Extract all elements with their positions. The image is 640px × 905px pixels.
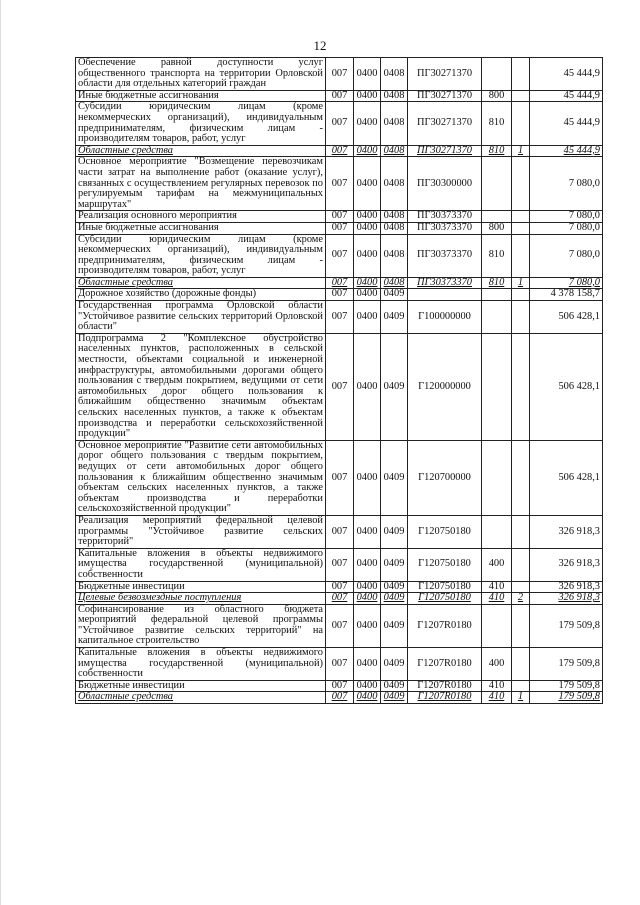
ministry-code-cell: 007 [326,277,354,289]
target-article-cell: Г1207R0180 [408,648,482,681]
row-name-cell: Капитальные вложения в объекты недвижимого имущества государственной (муниципальной) собственности [76,548,326,581]
row-name-cell: Бюджетные инвестиции [76,581,326,593]
table-row [76,211,603,223]
amount-cell: 7 080,0 [530,222,603,234]
ministry-code-cell: 007 [326,157,354,211]
subsection-code-cell: 0409 [381,548,408,581]
ministry-code-cell: 007 [326,211,354,223]
table-row [76,692,603,704]
section-code-cell: 0400 [354,593,381,605]
target-article-cell: ПГ30373370 [408,222,482,234]
subsection-code-cell: 0409 [381,648,408,681]
subsection-code-cell: 0408 [381,157,408,211]
expense-type-cell [482,440,512,515]
table-row [76,289,603,301]
target-article-cell: ПГ30373370 [408,277,482,289]
expense-type-cell: 410 [482,692,512,704]
ministry-code-cell: 007 [326,234,354,277]
expense-type-cell: 810 [482,234,512,277]
funding-source-cell [512,234,530,277]
funding-source-cell: 2 [512,593,530,605]
funding-source-cell [512,680,530,692]
table-row [76,234,603,277]
target-article-cell: Г100000000 [408,301,482,334]
row-name-cell: Основное мероприятие "Развитие сети автомобильных дорог общего пользования с твердым покрытием, ведущих от сети автомобильных дорог общего пользования к ближайшим общественно значимым объектам сельских населенных пунктов, а также объектам производства и переработки сельскохозяйственной продукции" [76,440,326,515]
subsection-code-cell: 0409 [381,593,408,605]
funding-source-cell [512,548,530,581]
funding-source-cell [512,58,530,91]
subsection-code-cell: 0409 [381,289,408,301]
ministry-code-cell: 007 [326,90,354,102]
row-name-cell: Иные бюджетные ассигнования [76,90,326,102]
funding-source-cell [512,333,530,440]
section-code-cell: 0400 [354,145,381,157]
amount-cell: 326 918,3 [530,548,603,581]
section-code-cell: 0400 [354,548,381,581]
target-article-cell: ПГ30300000 [408,157,482,211]
table-row [76,145,603,157]
section-code-cell: 0400 [354,58,381,91]
amount-cell: 45 444,9 [530,58,603,91]
funding-source-cell [512,515,530,548]
target-article-cell: Г1207R0180 [408,680,482,692]
row-name-cell: Реализация основного мероприятия [76,211,326,223]
section-code-cell: 0400 [354,211,381,223]
section-code-cell: 0400 [354,692,381,704]
row-name-cell: Целевые безвозмездные поступления [76,593,326,605]
amount-cell: 179 509,8 [530,648,603,681]
ministry-code-cell: 007 [326,604,354,647]
target-article-cell: ПГ30271370 [408,102,482,145]
target-article-cell: ПГ30271370 [408,58,482,91]
funding-source-cell [512,211,530,223]
amount-cell: 4 378 158,7 [530,289,603,301]
table-row [76,548,603,581]
section-code-cell: 0400 [354,604,381,647]
table-row [76,604,603,647]
amount-cell: 45 444,9 [530,102,603,145]
ministry-code-cell: 007 [326,301,354,334]
amount-cell: 7 080,0 [530,234,603,277]
target-article-cell: Г1207R0180 [408,692,482,704]
budget-table [75,57,603,704]
subsection-code-cell: 0409 [381,692,408,704]
ministry-code-cell: 007 [326,333,354,440]
target-article-cell: Г120750180 [408,515,482,548]
subsection-code-cell: 0408 [381,277,408,289]
table-row [76,157,603,211]
row-name-cell: Областные средства [76,145,326,157]
funding-source-cell [512,222,530,234]
expense-type-cell [482,604,512,647]
expense-type-cell: 410 [482,581,512,593]
section-code-cell: 0400 [354,581,381,593]
section-code-cell: 0400 [354,440,381,515]
ministry-code-cell: 007 [326,593,354,605]
section-code-cell: 0400 [354,333,381,440]
amount-cell: 7 080,0 [530,157,603,211]
table-row [76,515,603,548]
section-code-cell: 0400 [354,234,381,277]
target-article-cell: Г120750180 [408,593,482,605]
subsection-code-cell: 0408 [381,145,408,157]
expense-type-cell [482,58,512,91]
expense-type-cell: 810 [482,145,512,157]
funding-source-cell [512,102,530,145]
row-name-cell: Дорожное хозяйство (дорожные фонды) [76,289,326,301]
table-row [76,581,603,593]
ministry-code-cell: 007 [326,440,354,515]
ministry-code-cell: 007 [326,680,354,692]
target-article-cell: Г120000000 [408,333,482,440]
amount-cell: 506 428,1 [530,333,603,440]
expense-type-cell: 800 [482,222,512,234]
amount-cell: 506 428,1 [530,301,603,334]
expense-type-cell: 810 [482,102,512,145]
target-article-cell: Г120750180 [408,548,482,581]
funding-source-cell [512,289,530,301]
row-name-cell: Капитальные вложения в объекты недвижимого имущества государственной (муниципальной) собственности [76,648,326,681]
ministry-code-cell: 007 [326,58,354,91]
subsection-code-cell: 0408 [381,222,408,234]
ministry-code-cell: 007 [326,289,354,301]
amount-cell: 179 509,8 [530,604,603,647]
funding-source-cell [512,581,530,593]
row-name-cell: Областные средства [76,692,326,704]
row-name-cell: Реализация мероприятий федеральной целевой программы "Устойчивое развитие сельских территорий" [76,515,326,548]
target-article-cell: Г120750180 [408,581,482,593]
subsection-code-cell: 0408 [381,102,408,145]
amount-cell: 326 918,3 [530,515,603,548]
row-name-cell: Областные средства [76,277,326,289]
target-article-cell: ПГ30373370 [408,211,482,223]
section-code-cell: 0400 [354,90,381,102]
funding-source-cell [512,157,530,211]
funding-source-cell [512,90,530,102]
section-code-cell: 0400 [354,515,381,548]
expense-type-cell: 400 [482,648,512,681]
table-row [76,333,603,440]
subsection-code-cell: 0409 [381,440,408,515]
ministry-code-cell: 007 [326,648,354,681]
table-row [76,277,603,289]
funding-source-cell [512,301,530,334]
amount-cell: 179 509,8 [530,680,603,692]
funding-source-cell [512,604,530,647]
row-name-cell: Бюджетные инвестиции [76,680,326,692]
expense-type-cell [482,333,512,440]
section-code-cell: 0400 [354,222,381,234]
target-article-cell: ПГ30271370 [408,145,482,157]
row-name-cell: Подпрограмма 2 "Комплексное обустройство населенных пунктов, расположенных в сельской местности, объектами социальной и инженерной инфраструктуры, автомобильными дорогами общего пользования с твердым покрытием, ведущими от сети автомобильных дорог общего пользования к ближайшим общественно значимым объектам сельских населенных пунктов, а также к объектам производства и переработки сельскохозяйственной продукции" [76,333,326,440]
amount-cell: 506 428,1 [530,440,603,515]
subsection-code-cell: 0409 [381,604,408,647]
expense-type-cell: 410 [482,680,512,692]
ministry-code-cell: 007 [326,548,354,581]
expense-type-cell: 400 [482,548,512,581]
subsection-code-cell: 0408 [381,234,408,277]
amount-cell: 179 509,8 [530,692,603,704]
amount-cell: 7 080,0 [530,211,603,223]
section-code-cell: 0400 [354,648,381,681]
amount-cell: 7 080,0 [530,277,603,289]
table-row [76,301,603,334]
table-row [76,440,603,515]
target-article-cell: Г1207R0180 [408,604,482,647]
ministry-code-cell: 007 [326,145,354,157]
expense-type-cell [482,289,512,301]
row-name-cell: Государственная программа Орловской области "Устойчивое развитие сельских территорий Орловской области" [76,301,326,334]
subsection-code-cell: 0409 [381,301,408,334]
funding-source-cell: 1 [512,692,530,704]
ministry-code-cell: 007 [326,222,354,234]
expense-type-cell [482,211,512,223]
expense-type-cell [482,157,512,211]
row-name-cell: Субсидии юридическим лицам (кроме некоммерческих организаций), индивидуальным предпринимателям, физическим лицам - производителям товаров, работ, услуг [76,102,326,145]
section-code-cell: 0400 [354,102,381,145]
subsection-code-cell: 0408 [381,211,408,223]
scan-edge [0,0,1,905]
amount-cell: 45 444,9 [530,145,603,157]
amount-cell: 326 918,3 [530,593,603,605]
subsection-code-cell: 0409 [381,333,408,440]
ministry-code-cell: 007 [326,692,354,704]
expense-type-cell [482,301,512,334]
table-row [76,222,603,234]
expense-type-cell: 410 [482,593,512,605]
page-number: 12 [313,38,327,53]
row-name-cell: Обеспечение равной доступности услуг общественного транспорта на территории Орловской области для отдельных категорий граждан [76,58,326,91]
table-row [76,593,603,605]
subsection-code-cell: 0409 [381,581,408,593]
target-article-cell: ПГ30271370 [408,90,482,102]
table-row [76,58,603,91]
subsection-code-cell: 0409 [381,515,408,548]
target-article-cell [408,289,482,301]
table-row [76,102,603,145]
subsection-code-cell: 0408 [381,90,408,102]
row-name-cell: Иные бюджетные ассигнования [76,222,326,234]
row-name-cell: Основное мероприятие "Возмещение перевозчикам части затрат на выполнение работ (оказание услуг), связанных с осуществлением регулярных перевозок по регулируемым тарифам на межмуниципальных маршрутах" [76,157,326,211]
expense-type-cell: 810 [482,277,512,289]
row-name-cell: Субсидии юридическим лицам (кроме некоммерческих организаций), индивидуальным предпринимателям, физическим лицам - производителям товаров, работ, услуг [76,234,326,277]
section-code-cell: 0400 [354,157,381,211]
section-code-cell: 0400 [354,680,381,692]
section-code-cell: 0400 [354,289,381,301]
table-row [76,90,603,102]
ministry-code-cell: 007 [326,515,354,548]
section-code-cell: 0400 [354,301,381,334]
table-row [76,680,603,692]
funding-source-cell: 1 [512,145,530,157]
section-code-cell: 0400 [354,277,381,289]
subsection-code-cell: 0408 [381,58,408,91]
row-name-cell: Софинансирование из областного бюджета мероприятий федеральной целевой программы "Устойчивое развитие сельских территорий" на капитальное строительство [76,604,326,647]
subsection-code-cell: 0409 [381,680,408,692]
expense-type-cell [482,515,512,548]
table-row [76,648,603,681]
amount-cell: 45 444,9 [530,90,603,102]
ministry-code-cell: 007 [326,581,354,593]
target-article-cell: ПГ30373370 [408,234,482,277]
expense-type-cell: 800 [482,90,512,102]
funding-source-cell [512,440,530,515]
ministry-code-cell: 007 [326,102,354,145]
target-article-cell: Г120700000 [408,440,482,515]
amount-cell: 326 918,3 [530,581,603,593]
funding-source-cell [512,648,530,681]
funding-source-cell: 1 [512,277,530,289]
